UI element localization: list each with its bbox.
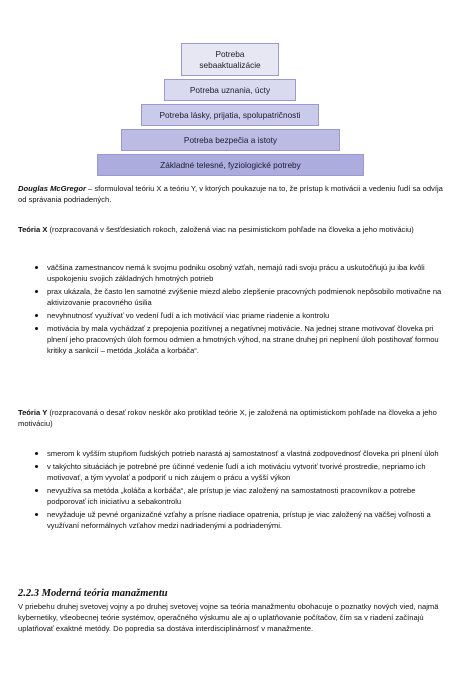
theory-x-text: (rozpracovaná v šesťdesiatich rokoch, založená viac na pesimistickom pohľade na človeka a jeho motiváciu)	[47, 225, 414, 234]
theory-y-text: (rozpracovaná o desať rokov neskôr ako protiklad teórie X, je založená na optimistickom pohľade na človeka a jeho motiváciu)	[18, 408, 437, 428]
pyramid-level-self-actualization	[181, 43, 279, 76]
intro-text: – sformuloval teóriu X a teóriu Y, v ktorých poukazuje na to, že prístup k motivácii a vedeniu ľudí sa odvíja od správania podriadených.	[18, 184, 443, 204]
theory-y-paragraph	[18, 407, 446, 429]
pyramid-level-line: Potreba	[215, 48, 245, 59]
pyramid-level-line: sebaaktualizácie	[199, 59, 261, 70]
maslow-pyramid	[0, 0, 463, 178]
section-paragraph: V priebehu druhej svetovej vojny a po druhej svetovej vojne sa teória manažmentu obohacuje o poznatky nových vied, najmä kybernetiky, všeobecnej teórie systémov, operačného výskumu ale aj o uplatňovanie počítačov, čím sa v riadení začínajú uplatňovať exaktné metódy. Do popredia sa dostáva interdisciplinárnosť v manažmente.	[18, 602, 439, 633]
theory-x-paragraph	[18, 224, 446, 235]
theory-x-list	[33, 262, 443, 358]
pyramid-level-physiological: Základné telesné, fyziologické potreby	[97, 154, 364, 176]
section-heading: 2.2.3 Moderná teória manažmentu	[18, 588, 168, 599]
pyramid-level-safety: Potreba bezpečia a istoty	[121, 129, 340, 151]
list-item: väčšina zamestnancov nemá k svojmu podniku osobný vzťah, nemajú radi svoju prácu a uskutočňujú ju iba kvôli uspokojeniu svojich základných hmotných potrieb	[33, 262, 443, 284]
author-name: Douglas McGregor	[18, 184, 86, 193]
list-item: nevyžaduje už pevné organizačné vzťahy a prísne riadiace opatrenia, prístup je viac založený na väčšej voľnosti a využívaní neformálnych vzťahov medzi nadriadenými a podriadenými.	[33, 509, 443, 531]
pyramid-level-esteem: Potreba uznania, úcty	[164, 79, 296, 101]
list-item: nevyužíva sa metóda „koláča a korbáča“, ale prístup je viac založený na samostatnosti pracovníkov a potrebe podporovať ich iniciatívu a sebakontrolu	[33, 485, 443, 507]
theory-x-title: Teória X	[18, 225, 48, 234]
list-item: nevyhnutnosť využívať vo vedení ľudí a ich motivácií viac priame riadenie a kontrolu	[33, 310, 443, 321]
list-item: motivácia by mala vychádzať z prepojenia pozitívnej a negatívnej motivácie. Na jednej strane motivovať človeka pri plnení jeho pracovných úloh formou odmien a hmotných výhod, na strane druhej pri neplnení úloh postihovať formou kritiky a sankcií – metóda „koláča a korbáča“.	[33, 323, 443, 356]
intro-paragraph	[18, 183, 446, 205]
list-item: prax ukázala, že často len samotné zvýšenie miezd alebo zlepšenie pracovných podmienok nepôsobilo motivačne na aktivizovanie pracovného úsilia	[33, 286, 443, 308]
theory-y-title: Teória Y	[18, 408, 48, 417]
list-item: v takýchto situáciách je potrebné pre účinné vedenie ľudí a ich motiváciu vytvoriť tvorivé prostredie, nepriamo ich motivovať, a tým vyvolať a podporiť u nich záujem o prácu a vyšší výkon	[33, 461, 443, 483]
pyramid-level-love: Potreba lásky, prijatia, spolupatričnosti	[141, 104, 319, 126]
list-item: smerom k vyšším stupňom ľudských potrieb narastá aj samostatnosť a vlastná zodpovednosť človeka pri plnení úloh	[33, 448, 443, 459]
theory-y-list	[33, 448, 443, 533]
